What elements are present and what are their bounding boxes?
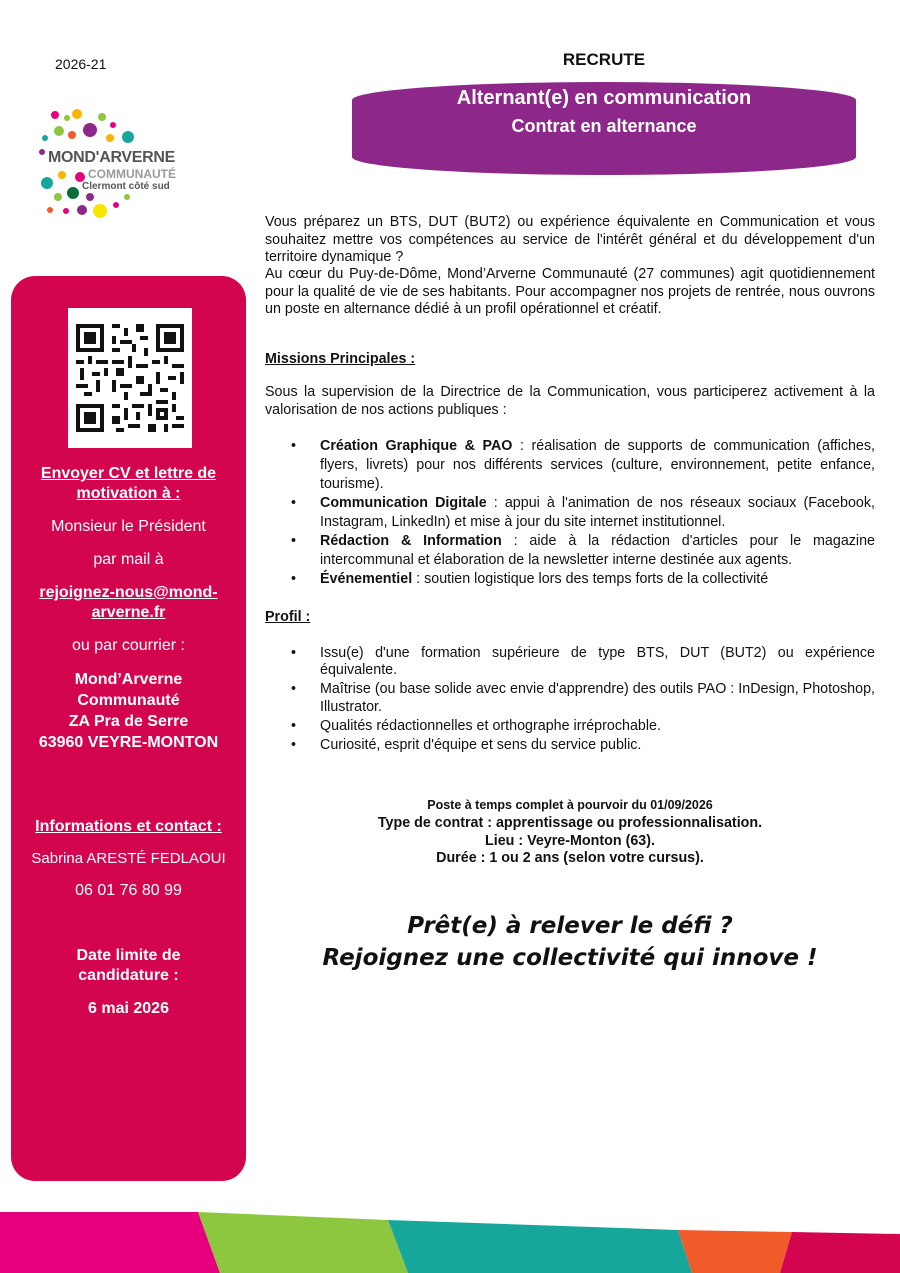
logo-text bbox=[48, 150, 176, 192]
contact-phone[interactable]: 06 01 76 80 99 bbox=[75, 882, 182, 899]
missions-lead: Sous la supervision de la Directrice de la Communication, vous participerez activement à la valorisation de nos actions publiques : bbox=[265, 384, 875, 418]
recipient: Monsieur le Président bbox=[51, 518, 206, 535]
deadline-date: 6 mai 2026 bbox=[88, 1000, 169, 1017]
list-item: • Qualités rédactionnelles et orthographe irréprochable. bbox=[265, 718, 875, 735]
profil-list bbox=[265, 645, 875, 756]
intro-paragraph-1: Vous préparez un BTS, DUT (BUT2) ou expérience équivalente en Communication et vous souhaitez mettre vos compétences au service de l'intérêt général et du développement d'un territoire dynamique ? bbox=[265, 214, 875, 265]
postal-address bbox=[11, 669, 246, 753]
by-post-label: ou par courrier : bbox=[72, 637, 185, 654]
poste-line3: Lieu : Veyre-Monton (63). bbox=[485, 832, 655, 849]
cta-line2: Rejoignez une collectivité qui innove ! bbox=[322, 945, 818, 971]
footer-color-band bbox=[0, 1212, 900, 1273]
send-cv-heading-line2: motivation à : bbox=[76, 485, 181, 502]
mission-title: Communication Digitale bbox=[320, 495, 487, 511]
mission-text: : appui à l'animation de nos réseaux sociaux (Facebook, Instagram, LinkedIn) et mise à jour du site internet institutionnel. bbox=[320, 495, 875, 530]
deadline-heading bbox=[11, 946, 246, 986]
address-line4: 63960 VEYRE-MONTON bbox=[38, 734, 219, 751]
email-line1: rejoignez-nous@mond- bbox=[39, 584, 218, 601]
contact-sidebar bbox=[11, 276, 246, 1181]
mission-title: Rédaction & Information bbox=[320, 533, 502, 549]
logo-line1: MOND'ARVERNE bbox=[48, 149, 176, 166]
email-line2: arverne.fr bbox=[91, 604, 166, 621]
job-title-banner bbox=[352, 82, 856, 175]
qr-code[interactable] bbox=[68, 308, 192, 448]
cta-line1: Prêt(e) à relever le défi ? bbox=[407, 913, 733, 939]
missions-heading: Missions Principales : bbox=[265, 351, 416, 367]
poste-line2: Type de contrat : apprentissage ou professionnalisation. bbox=[377, 815, 763, 831]
address-line1: Mond’Arverne bbox=[74, 671, 183, 688]
poste-details bbox=[265, 815, 875, 868]
mission-title: Événementiel bbox=[320, 571, 413, 587]
send-cv-heading-line1: Envoyer CV et lettre de bbox=[40, 465, 217, 482]
list-item bbox=[265, 494, 875, 532]
recrute-label: RECRUTE bbox=[562, 50, 646, 69]
email-link[interactable] bbox=[11, 583, 246, 623]
mission-text: : soutien logistique lors des temps forts de la collectivité bbox=[412, 571, 769, 587]
deadline-line1: Date limite de bbox=[76, 947, 181, 964]
intro-paragraph-2: Au cœur du Puy-de-Dôme, Mond’Arverne Communauté (27 communes) agit quotidiennement pour la qualité de vie de ses habitants. Pour accompagner nos projets de rentrée, nous ouvrons un poste en alternance dédié à un profil opérationnel et créatif. bbox=[265, 266, 875, 317]
profil-heading: Profil : bbox=[265, 609, 311, 625]
qr-code-icon bbox=[76, 324, 184, 432]
info-contact-heading: Informations et contact : bbox=[35, 818, 222, 835]
address-line2: Communauté bbox=[77, 692, 180, 709]
logo-line3: Clermont côté sud bbox=[82, 181, 170, 192]
mission-text: : réalisation de supports de communication (affiches, flyers, livrets) pour nos différents services (culture, environnement, petite enfance, tourisme). bbox=[320, 438, 875, 492]
list-item: • Maîtrise (ou base solide avec envie d'apprendre) des outils PAO : InDesign, Photoshop, Illustrator. bbox=[265, 681, 875, 716]
poste-line1: Poste à temps complet à pourvoir du 01/09/2026 bbox=[427, 798, 713, 812]
mission-title: Création Graphique & PAO bbox=[320, 438, 513, 454]
address-line3: ZA Pra de Serre bbox=[68, 713, 189, 730]
contract-type: Contrat en alternance bbox=[511, 116, 697, 136]
contact-name: Sabrina ARESTÉ FEDLAOUI bbox=[31, 850, 226, 867]
reference-number: 2026-21 bbox=[55, 56, 107, 72]
poste-line4: Durée : 1 ou 2 ans (selon votre cursus). bbox=[436, 850, 704, 866]
mission-text: : aide à la rédaction d'articles pour le magazine intercommunal et élaboration de la newsletter interne destinée aux agents. bbox=[320, 533, 875, 568]
list-item bbox=[265, 532, 875, 570]
list-item bbox=[265, 437, 875, 494]
list-item bbox=[265, 570, 875, 589]
by-mail-label: par mail à bbox=[93, 551, 164, 568]
list-item: • Curiosité, esprit d'équipe et sens du service public. bbox=[265, 737, 875, 754]
job-title: Alternant(e) en communication bbox=[456, 87, 752, 109]
deadline-line2: candidature : bbox=[78, 967, 179, 984]
missions-list bbox=[265, 437, 875, 589]
logo-line2: COMMUNAUTÉ bbox=[88, 167, 176, 181]
send-cv-heading bbox=[11, 464, 246, 504]
list-item: • Issu(e) d'une formation supérieure de type BTS, DUT (BUT2) ou expérience équivalente. bbox=[265, 645, 875, 680]
